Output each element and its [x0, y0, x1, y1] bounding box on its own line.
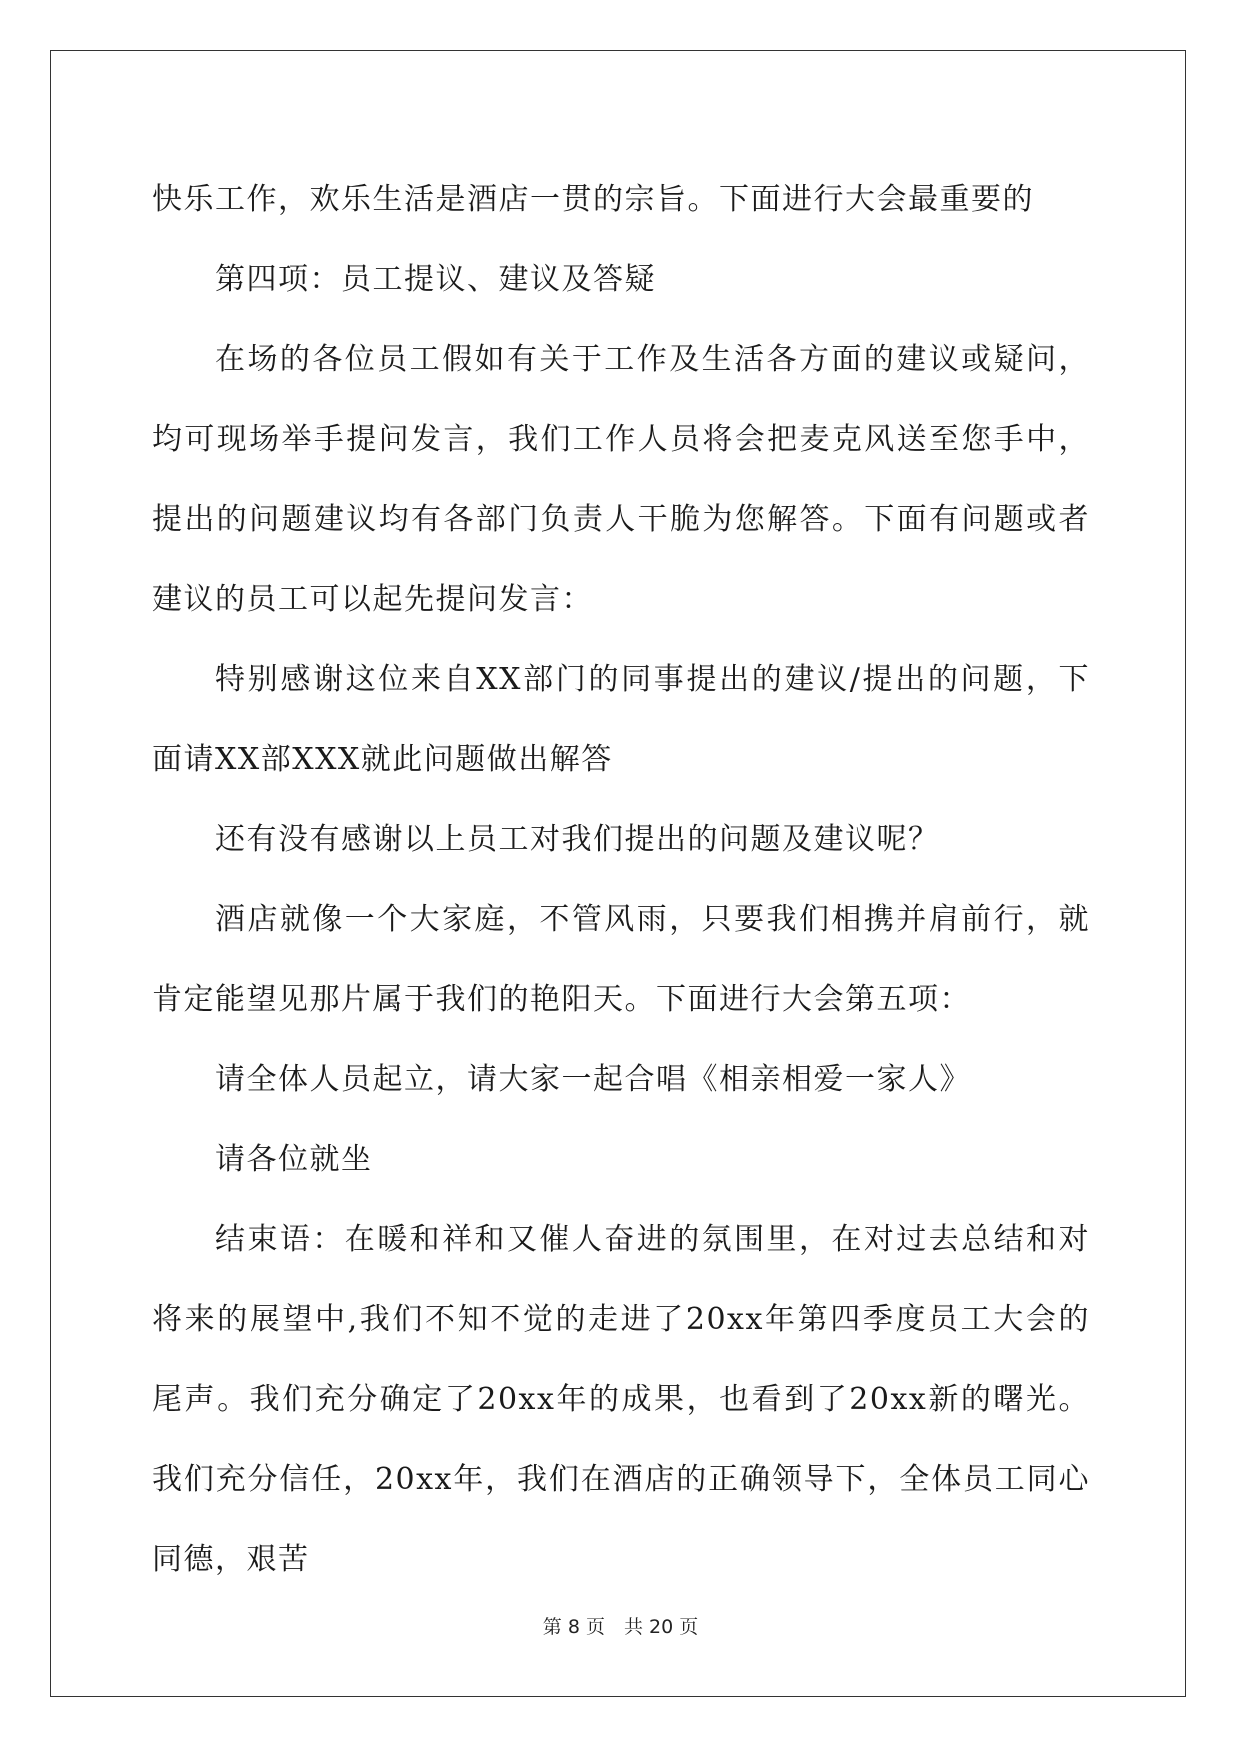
paragraph: 请全体人员起立，请大家一起合唱《相亲相爱一家人》	[215, 1062, 971, 1097]
document-body	[152, 160, 1090, 1600]
paragraph: 快乐工作，欢乐生活是酒店一贯的宗旨。下面进行大会最重要的	[152, 182, 1034, 217]
paragraph-heading-item-four: 第四项：员工提议、建议及答疑	[215, 262, 656, 297]
page-number-footer: 第 8 页 共 20 页	[542, 1616, 699, 1638]
paragraph: 特别感谢这位来自XX部门的同事提出的建议/提出的问题，下面请XX部XXX就此问题做出解答	[152, 662, 1090, 777]
paragraph-closing-remarks: 结束语：在暖和祥和又催人奋进的氛围里，在对过去总结和对将来的展望中,我们不知不觉的走进了20xx年第四季度员工大会的尾声。我们充分确定了20xx年的成果，也看到了20xx新的曙光。我们充分信任，20xx年，我们在酒店的正确领导下，全体员工同心同德，艰苦	[152, 1222, 1090, 1577]
paragraph: 在场的各位员工假如有关于工作及生活各方面的建议或疑问，均可现场举手提问发言，我们工作人员将会把麦克风送至您手中，提出的问题建议均有各部门负责人干脆为您解答。下面有问题或者建议的员工可以起先提问发言：	[152, 342, 1090, 617]
paragraph: 酒店就像一个大家庭，不管风雨，只要我们相携并肩前行，就肯定能望见那片属于我们的艳阳天。下面进行大会第五项：	[152, 902, 1090, 1017]
paragraph: 还有没有感谢以上员工对我们提出的问题及建议呢？	[215, 822, 940, 857]
paragraph: 请各位就坐	[215, 1142, 373, 1177]
